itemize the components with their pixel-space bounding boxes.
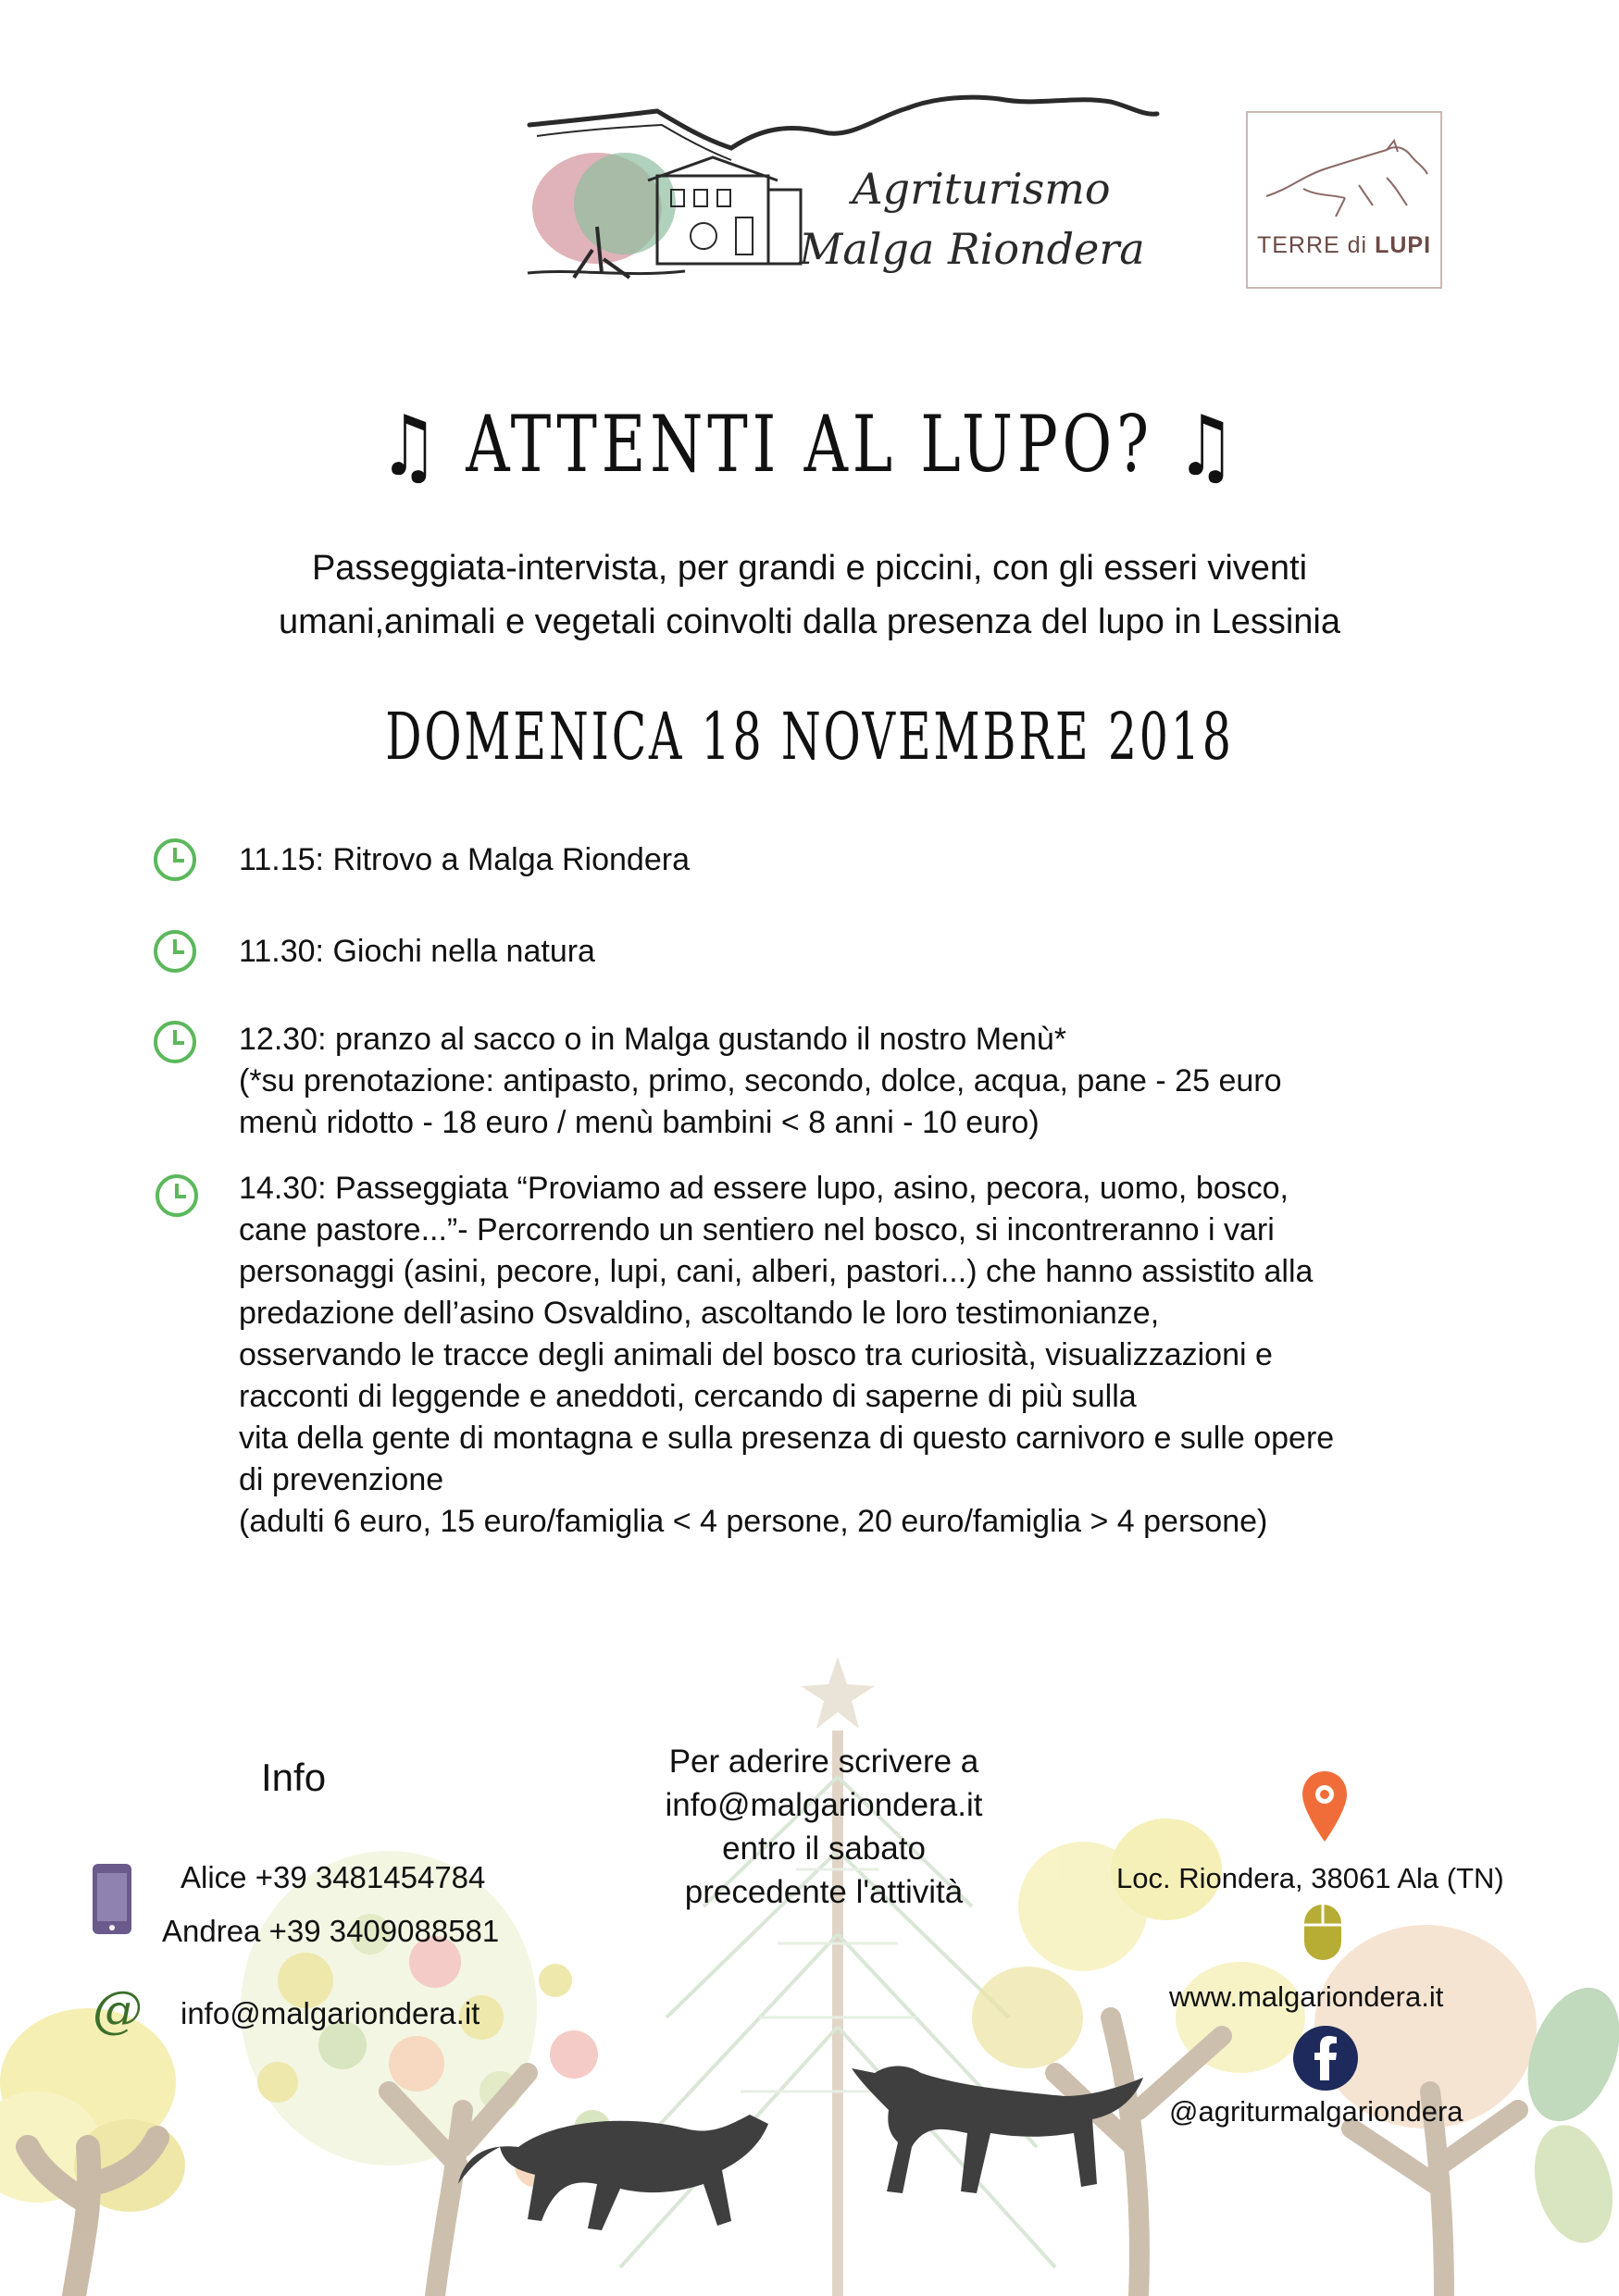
clock-icon [153, 929, 197, 974]
terre-di-lupi-logo [1246, 111, 1442, 289]
page-title [178, 398, 1440, 495]
music-note-icon: ♫ [380, 398, 442, 495]
logo-line2: Malga Riondera [799, 224, 1145, 274]
website-link[interactable]: www.malgariondera.it [1169, 1980, 1444, 2013]
clock-icon [153, 1020, 197, 1064]
join-instructions: Per aderire scrivere a info@malgariondera.it entro il sabato precedente l'attività [665, 1744, 983, 1910]
lupi-text-part2: LUPI [1375, 232, 1432, 258]
email-link[interactable]: info@malgariondera.it [181, 1996, 480, 2030]
location-pin-icon [1301, 1769, 1349, 1843]
event-date: DOMENICA 18 NOVEMBRE 2018 [385, 699, 1234, 775]
subtitle [0, 541, 1619, 649]
forest-illustration [0, 1629, 1619, 2296]
wolf-icon [1248, 131, 1440, 233]
smartphone-icon [91, 1862, 133, 1936]
lupi-text [1248, 232, 1440, 259]
info-title: Info [261, 1756, 327, 1799]
address: Loc. Riondera, 38061 Ala (TN) [1116, 1862, 1504, 1894]
music-note-icon: ♫ [1177, 398, 1239, 495]
facebook-handle[interactable]: @agriturmalgariondera [1169, 2095, 1463, 2128]
schedule-item: 11.30: Giochi nella natura [239, 934, 595, 969]
lupi-text-part1: TERRE di [1256, 232, 1376, 258]
title-text: ATTENTI AL LUPO? [466, 399, 1153, 490]
clock-icon [153, 838, 197, 882]
mouse-icon [1301, 1902, 1344, 1963]
phone-alice[interactable]: Alice +39 3481454784 [181, 1860, 486, 1894]
at-icon: @ [93, 1980, 143, 2039]
phone-andrea[interactable]: Andrea +39 3409088581 [162, 1914, 500, 1948]
logo-line1: Agriturismo [852, 164, 1111, 214]
clock-icon [155, 1173, 199, 1218]
schedule-item: 14.30: Passeggiata “Proviamo ad essere lupo, asino, pecora, uomo, bosco, cane pastore...”- Percorrendo un sentiero nel bosco, si incontreranno i vari personaggi (asini, pecore, lupi, cani, alberi, pastori...) che hanno assistito alla predazione dell’asino Osvaldino, ascoltando le loro testimonianze, osservando le tracce degli animali del bosco tra curiosità, visualizzazioni e racconti di leggende e aneddoti, cercando di saperne di più sulla vita della gente di montagna e sulla presenza di questo carnivoro e sulle opere di prevenzione (adulti 6 euro, 15 euro/famiglia < 4 persone, 20 euro/famiglia > 4 persone) [239, 1171, 1335, 1539]
agriturismo-logo [518, 88, 1166, 319]
schedule-item: 12.30: pranzo al sacco o in Malga gustando il nostro Menù* (*su prenotazione: antipasto, primo, secondo, dolce, acqua, pane - 25 euro menù ridotto - 18 euro / menù bambini < 8 anni - 10 euro) [239, 1022, 1282, 1140]
facebook-icon[interactable] [1292, 2025, 1359, 2091]
schedule-item: 11.15: Ritrovo a Malga Riondera [239, 842, 690, 877]
subtitle-line-1: Passeggiata-intervista, per grandi e piccini, con gli esseri viventi [311, 549, 1308, 588]
subtitle-line-2: umani,animali e vegetali coinvolti dalla presenza del lupo in Lessinia [278, 602, 1340, 641]
